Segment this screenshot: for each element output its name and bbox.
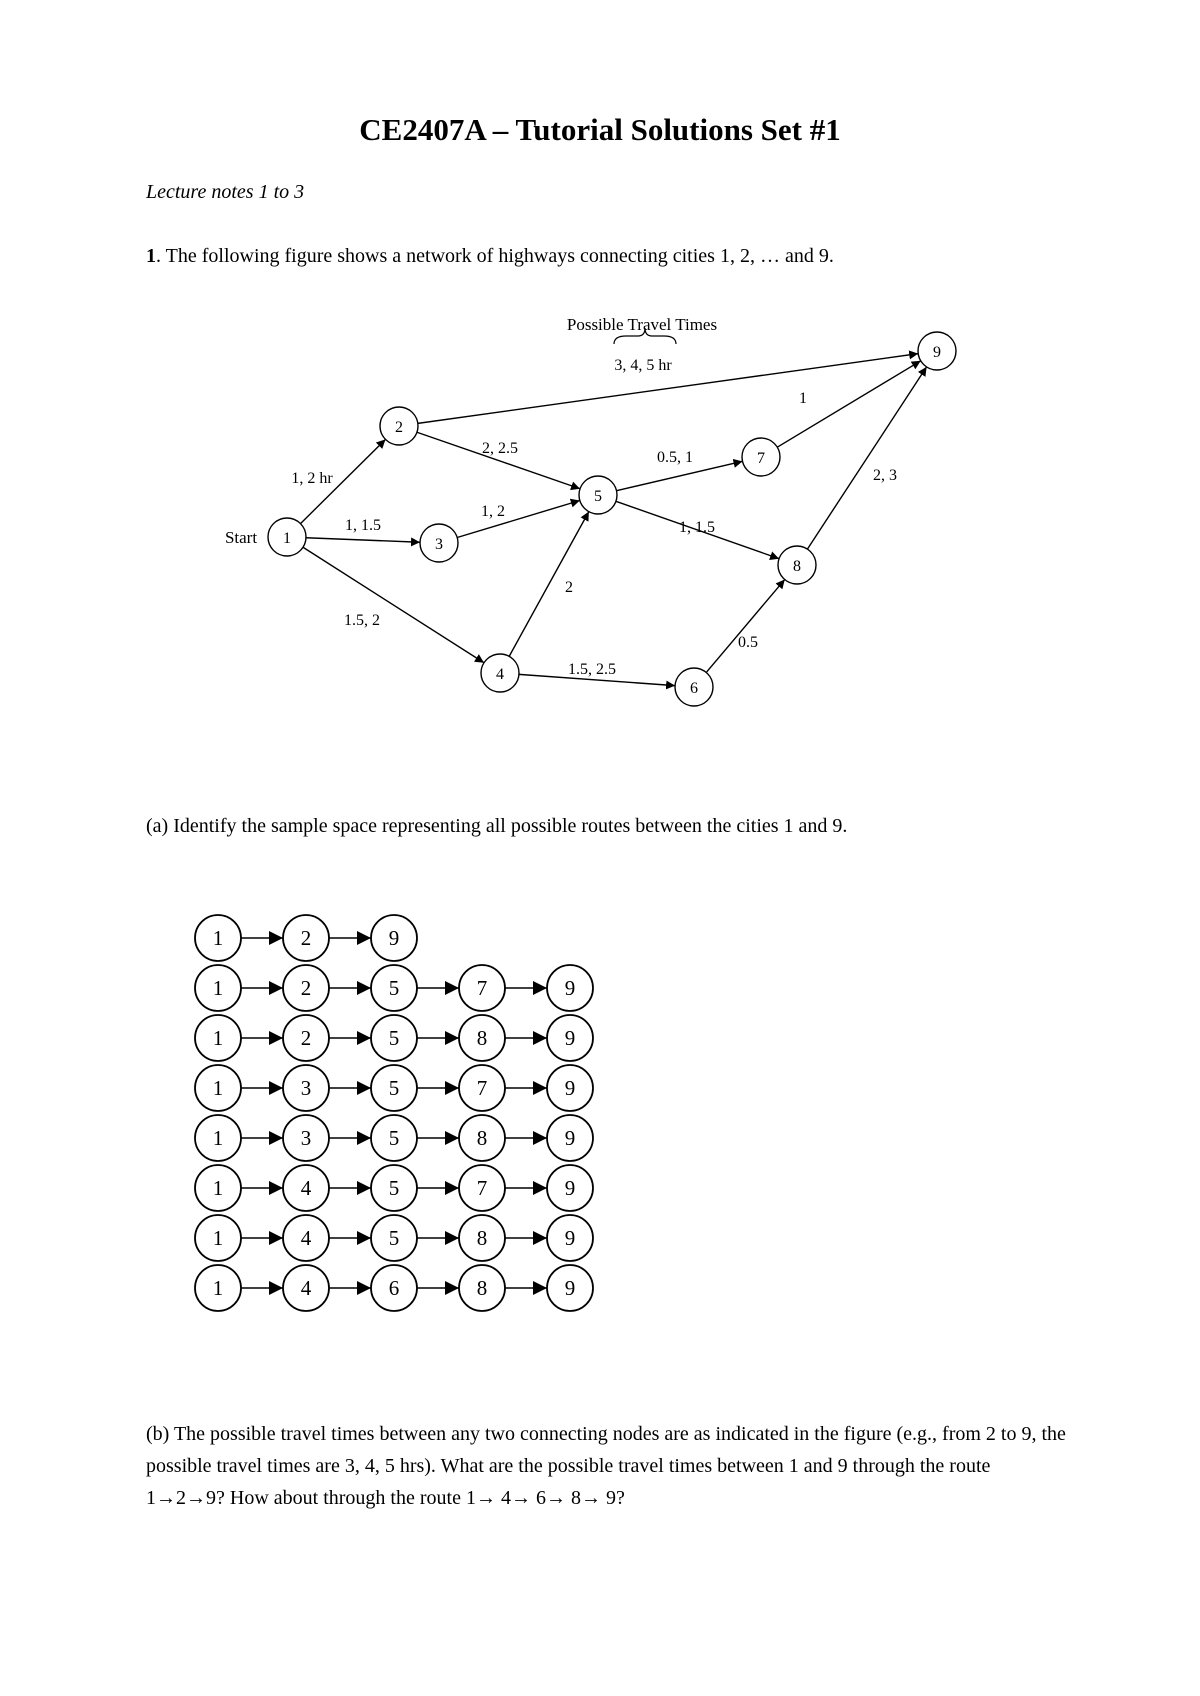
route-node-label: 1	[212, 1176, 224, 1200]
route-node-label: 5	[388, 1226, 400, 1250]
route-row	[195, 915, 417, 961]
edge-label-4-5: 2	[565, 579, 573, 596]
node-label-5: 5	[594, 488, 602, 505]
route-node-label: 8	[476, 1126, 488, 1150]
start-label: Start	[224, 528, 258, 547]
edge-label-1-2: 1, 2 hr	[291, 470, 333, 487]
question-number: 1	[146, 245, 156, 267]
edge-label-6-8: 0.5	[738, 634, 758, 651]
node-label-6: 6	[690, 680, 698, 697]
route-node-label: 8	[476, 1276, 488, 1300]
question-text: . The following figure shows a network of highways connecting cities 1, 2, … and 9.	[156, 245, 834, 267]
route-node-label: 1	[212, 1276, 224, 1300]
route-node-label: 9	[564, 1076, 576, 1100]
route-node-label: 1	[212, 1126, 224, 1150]
edge-label-2-5: 2, 2.5	[482, 440, 518, 457]
page-title: CE2407A – Tutorial Solutions Set #1	[359, 112, 841, 147]
edge-label-1-4: 1.5, 2	[344, 612, 380, 629]
edge-1-4	[303, 547, 484, 663]
node-label-8: 8	[793, 558, 801, 575]
node-label-4: 4	[496, 666, 504, 683]
route-node-label: 9	[564, 1026, 576, 1050]
edge-1-3	[306, 538, 420, 543]
route-node-label: 9	[564, 976, 576, 1000]
route-node-label: 9	[388, 926, 400, 950]
edge-label-1-3: 1, 1.5	[345, 517, 381, 534]
route-node-label: 4	[300, 1276, 312, 1300]
route-node-label: 2	[300, 1026, 312, 1050]
route-node-label: 9	[564, 1226, 576, 1250]
part-a-text: (a) Identify the sample space representing all possible routes between the cities 1 and 9.	[146, 815, 848, 837]
edge-6-8	[706, 580, 784, 673]
node-label-9: 9	[933, 344, 941, 361]
route-node-label: 5	[388, 1026, 400, 1050]
route-node-label: 1	[212, 1076, 224, 1100]
route-node-label: 9	[564, 1276, 576, 1300]
route-node-label: 1	[212, 1026, 224, 1050]
edge-3-5	[457, 500, 580, 537]
route-row	[195, 1165, 593, 1211]
route-row	[195, 1115, 593, 1161]
route-node-label: 2	[300, 976, 312, 1000]
edge-4-5	[509, 512, 589, 657]
route-node-label: 5	[388, 1176, 400, 1200]
edge-label-5-7: 0.5, 1	[657, 449, 693, 466]
route-node-label: 5	[388, 1076, 400, 1100]
edge-label-7-9: 1	[799, 390, 807, 407]
route-node-label: 7	[476, 1176, 488, 1200]
route-node-label: 2	[300, 926, 312, 950]
route-node-label: 1	[212, 1226, 224, 1250]
edge-label-2-9: 3, 4, 5 hr	[614, 357, 672, 374]
node-label-2: 2	[395, 419, 403, 436]
route-node-label: 5	[388, 1126, 400, 1150]
highway-network-diagram	[0, 300, 1200, 740]
edge-8-9	[807, 367, 926, 549]
part-b-text: (b) The possible travel times between any two connecting nodes are as indicated in the figure (e.g., from 2 to 9, the possible travel times are 3, 4, 5 hrs). What are the possible travel times between 1 and 9 through the route 1→2→9? How about through the route 1→ 4→ 6→ 8→ 9?	[146, 1423, 1066, 1509]
legend-label: Possible Travel Times	[566, 315, 718, 334]
route-node-label: 9	[564, 1126, 576, 1150]
route-node-label: 1	[212, 926, 224, 950]
subtitle: Lecture notes 1 to 3	[146, 181, 305, 203]
route-node-label: 9	[564, 1176, 576, 1200]
edge-label-4-6: 1.5, 2.5	[568, 661, 616, 678]
edge-label-3-5: 1, 2	[481, 503, 505, 520]
route-node-label: 6	[388, 1276, 400, 1300]
route-node-label: 8	[476, 1226, 488, 1250]
route-node-label: 3	[300, 1126, 312, 1150]
route-node-label: 1	[212, 976, 224, 1000]
route-node-label: 5	[388, 976, 400, 1000]
route-row	[195, 1065, 593, 1111]
route-node-label: 7	[476, 976, 488, 1000]
route-node-label: 8	[476, 1026, 488, 1050]
route-node-label: 3	[300, 1076, 312, 1100]
route-row	[195, 965, 593, 1011]
edge-label-8-9: 2, 3	[873, 467, 897, 484]
route-row	[195, 1215, 593, 1261]
route-node-label: 4	[300, 1226, 312, 1250]
node-label-1: 1	[283, 530, 291, 547]
route-row	[195, 1015, 593, 1061]
node-label-7: 7	[757, 450, 765, 467]
edge-label-5-8: 1, 1.5	[679, 519, 715, 536]
route-sample-space	[0, 900, 1200, 1340]
route-node-label: 4	[300, 1176, 312, 1200]
route-node-label: 7	[476, 1076, 488, 1100]
route-row	[195, 1265, 593, 1311]
node-label-3: 3	[435, 536, 443, 553]
question-1	[146, 240, 834, 272]
